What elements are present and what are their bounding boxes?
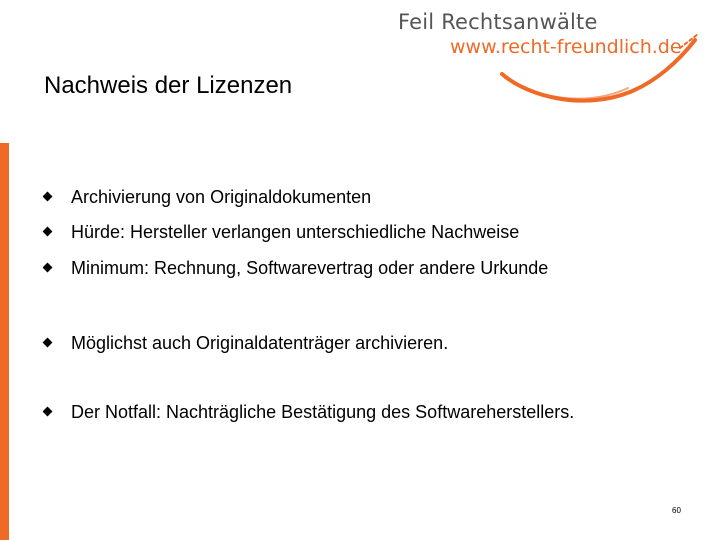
diamond-bullet-icon [43, 406, 53, 416]
firm-logo [380, 0, 710, 115]
bullet-text: Möglichst auch Originaldatenträger archivieren. [71, 333, 449, 353]
accent-sidebar-bar [0, 143, 9, 540]
bullet-text: Der Notfall: Nachträgliche Bestätigung des Softwareherstellers. [71, 402, 575, 422]
bullet-item [42, 257, 548, 279]
firm-website: www.recht-freundlich.de [450, 36, 682, 58]
diamond-bullet-icon [43, 262, 53, 272]
bullet-item [42, 401, 574, 423]
diamond-bullet-icon [43, 191, 53, 201]
bullet-item [42, 186, 371, 208]
bullet-text: Hürde: Hersteller verlangen unterschiedliche Nachweise [71, 222, 520, 242]
bullet-text: Archivierung von Originaldokumenten [71, 187, 372, 207]
bullet-item [42, 332, 448, 354]
page-number: 60 [672, 506, 681, 515]
slide-title: Nachweis der Lizenzen [44, 72, 293, 99]
diamond-bullet-icon [43, 226, 53, 236]
firm-name: Feil Rechtsanwälte [398, 10, 598, 34]
bullet-item [42, 221, 519, 243]
bullet-text: Minimum: Rechnung, Softwarevertrag oder andere Urkunde [71, 258, 549, 278]
diamond-bullet-icon [43, 337, 53, 347]
